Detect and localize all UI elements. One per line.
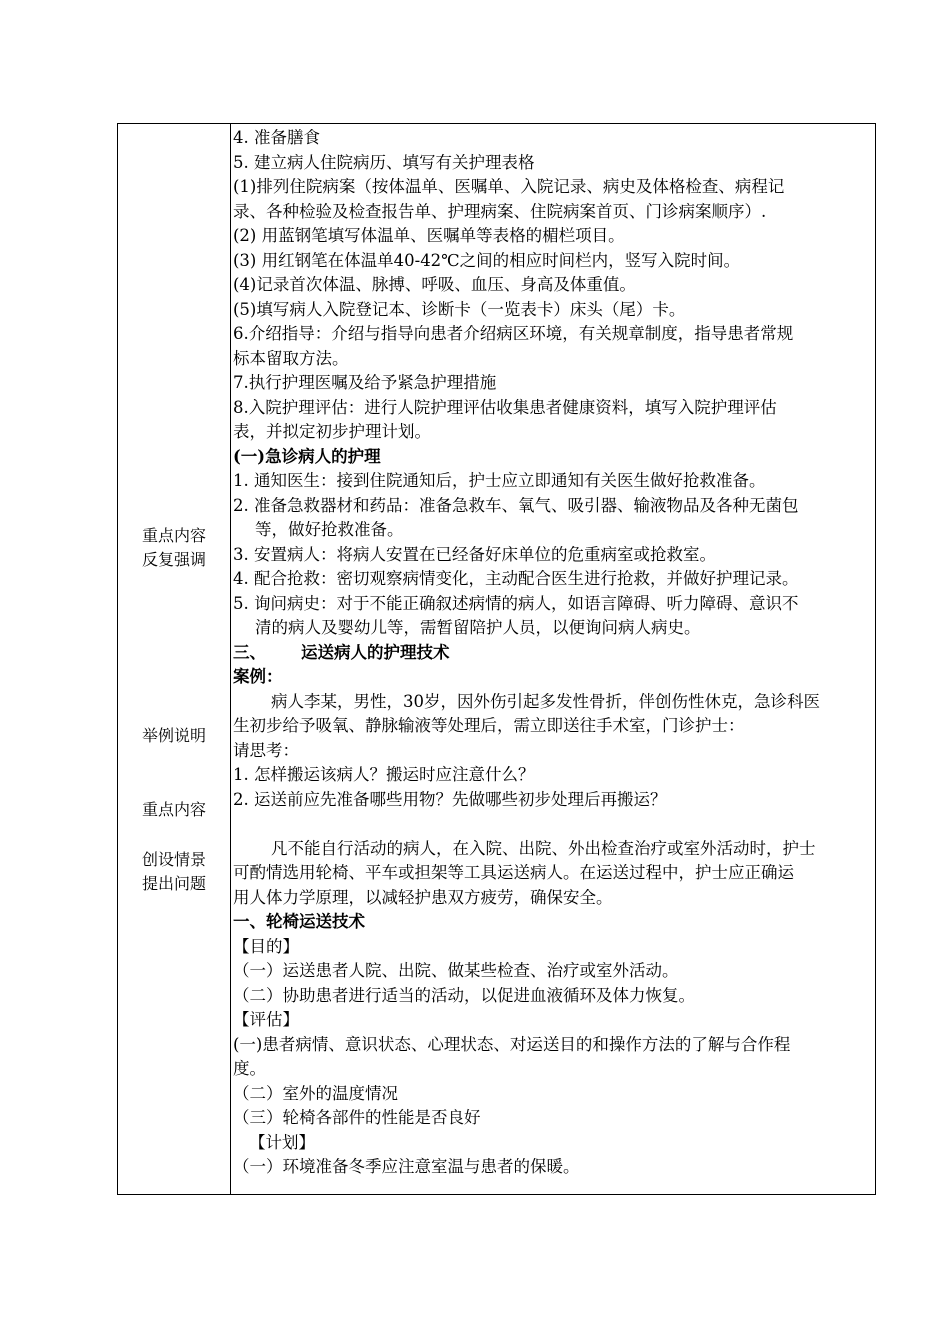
content-line: (一)患者病情、意识状态、心理状态、对运送目的和操作方法的了解与合作程 [233, 1034, 791, 1054]
content-line: 4. 准备膳食 [233, 128, 320, 147]
content-line: (5)填写病人入院登记本、诊断卡（一览表卡）床头（尾）卡。 [233, 299, 686, 319]
section-title: 运送病人的护理技术 [301, 642, 450, 662]
content-line: 2. 准备急救器材和药品：准备急救车、氧气、吸引器、输液物品及各种无菌包 [233, 495, 799, 515]
content-column [233, 126, 876, 1194]
content-line: 可酌情选用轮椅、平车或担架等工具运送病人。在运送过程中，护士应正确运 [233, 863, 794, 882]
blank-line [233, 812, 876, 837]
content-line: 度。 [233, 1059, 266, 1078]
subheading-purpose: 【目的】 [233, 936, 299, 956]
section-heading-emergency: (一)急诊病人的护理 [233, 446, 381, 466]
section-heading-wheelchair: 一、轮椅运送技术 [233, 912, 365, 931]
case-heading: 案例： [233, 667, 283, 686]
content-line: 病人李某，男性，30岁，因外伤引起多发性骨折，伴创伤性休克，急诊科医 [271, 691, 820, 711]
section-number: 三、 [233, 642, 266, 662]
content-line: （一）环境准备冬季应注意室温与患者的保暖。 [233, 1157, 580, 1176]
content-line: （二）室外的温度情况 [233, 1083, 398, 1103]
content-line: 生初步给予吸氧、静脉输液等处理后，需立即送往手术室，门诊护士： [233, 716, 745, 735]
content-line: （二）协助患者进行适当的活动，以促进血液循环及体力恢复。 [233, 985, 695, 1005]
note-emphasis-1: 重点内容 [141, 526, 206, 545]
content-line: 录、各种检验及检查报告单、护理病案、住院病案首页、门诊病案顺序）. [233, 201, 767, 221]
content-line: (3) 用红钢笔在体温单40-42℃之间的相应时间栏内，竖写入院时间。 [233, 250, 741, 270]
note-emphasis-2: 反复强调 [141, 550, 206, 569]
content-line: 标本留取方法。 [233, 348, 349, 368]
content-line: 5. 询问病史：对于不能正确叙述病情的病人，如语言障碍、听力障碍、意识不 [233, 593, 799, 613]
content-line: 1. 通知医生：接到住院通知后，护士应立即通知有关医生做好抢救准备。 [233, 471, 766, 490]
teaching-notes-column [118, 124, 230, 1194]
note-example: 举例说明 [141, 726, 206, 745]
content-line: （一）运送患者人院、出院、做某些检查、治疗或室外活动。 [233, 961, 679, 980]
content-line: (2) 用蓝钢笔填写体温单、医嘱单等表格的楣栏项目。 [233, 226, 625, 245]
content-line: 等，做好抢救准备。 [255, 520, 404, 539]
content-line: 凡不能自行活动的病人，在入院、出院、外出检查治疗或室外活动时，护士 [271, 838, 816, 858]
content-line: (4)记录首次体温、脉搏、呼吸、血压、身高及体重值。 [233, 275, 636, 294]
content-line: 1. 怎样搬运该病人？搬运时应注意什么？ [233, 765, 535, 784]
content-line: 7.执行护理医嘱及给予紧急护理措施 [233, 373, 497, 392]
content-line: 清的病人及婴幼儿等，需暂留陪护人员，以便询问病人病史。 [255, 618, 701, 637]
note-key-point: 重点内容 [141, 800, 206, 819]
lesson-table [117, 123, 876, 1195]
content-line: 用人体力学原理，以减轻护患双方疲劳，确保安全。 [233, 887, 613, 907]
content-line: （三）轮椅各部件的性能是否良好 [233, 1108, 481, 1127]
content-line: 8.入院护理评估：进行人院护理评估收集患者健康资料，填写入院护理评估 [233, 397, 777, 417]
content-line: 3. 安置病人：将病人安置在已经备好床单位的危重病室或抢救室。 [233, 544, 716, 564]
content-line: 6.介绍指导：介绍与指导向患者介绍病区环境，有关规章制度，指导患者常规 [233, 324, 794, 343]
subheading-plan: 【计划】 [249, 1132, 315, 1152]
content-line: 5. 建立病人住院病历、填写有关护理表格 [233, 152, 535, 172]
note-scenario-1: 创设情景 [141, 850, 206, 869]
content-line: 表，并拟定初步护理计划。 [233, 422, 431, 441]
content-line: 4. 配合抢救：密切观察病情变化，主动配合医生进行抢救，并做好护理记录。 [233, 569, 799, 588]
content-line: (1)排列住院病案（按体温单、医嘱单、入院记录、病史及体格检查、病程记 [233, 177, 785, 196]
content-line: 请思考： [233, 740, 299, 760]
column-divider [230, 124, 231, 1194]
content-line: 2. 运送前应先准备哪些用物？先做哪些初步处理后再搬运？ [233, 789, 667, 809]
section-heading-transport [233, 641, 876, 666]
subheading-assessment: 【评估】 [233, 1010, 299, 1029]
note-scenario-2: 提出问题 [141, 874, 206, 893]
